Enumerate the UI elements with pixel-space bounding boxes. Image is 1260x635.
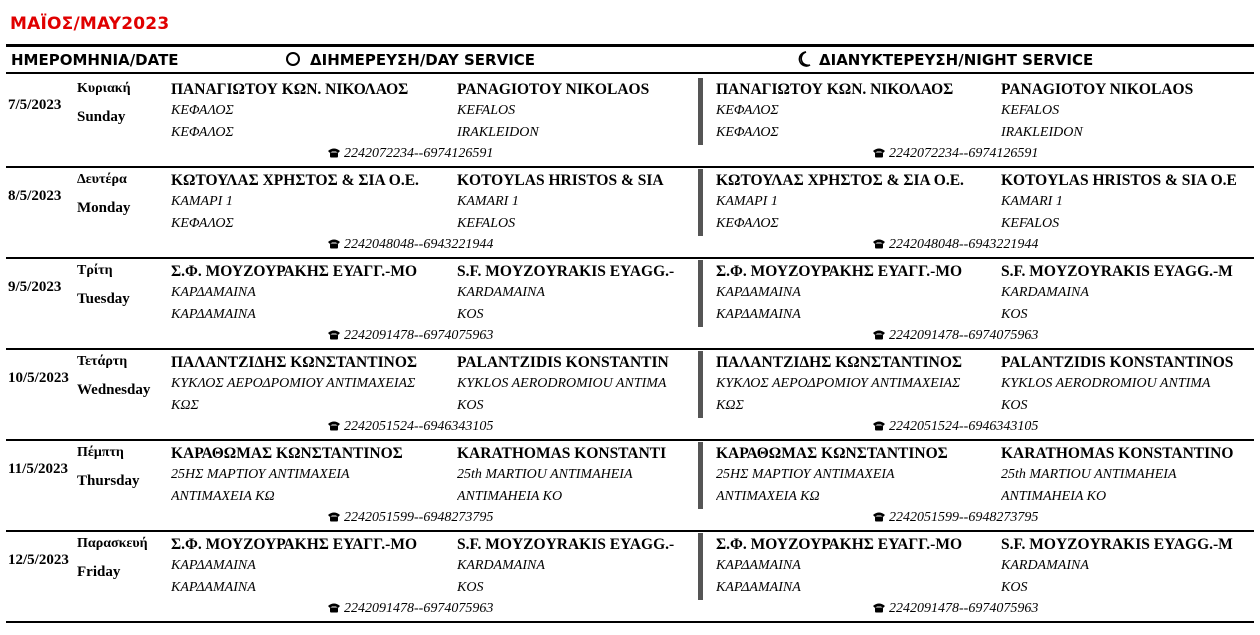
phone-number: 2242051599--6948273795 xyxy=(889,510,1039,525)
day-address-greek: ΚΥΚΛΟΣ ΑΕΡΟΔΡΟΜΙΟΥ ΑΝΤΙΜΑΧΕΙΑΣ xyxy=(171,376,416,391)
phone-number: 2242091478--6974075963 xyxy=(344,328,494,343)
phone-icon xyxy=(872,147,886,158)
day-phone xyxy=(327,510,493,526)
weekday-greek: Τετάρτη xyxy=(77,354,128,369)
night-pharmacy-name-english: PALANTZIDIS KONSTANTINOS xyxy=(1001,354,1234,371)
phone-number: 2242048048--6943221944 xyxy=(889,237,1039,252)
day-address-english: KARDAMAINA xyxy=(457,558,545,573)
night-area-greek: ΑΝΤΙΜΑΧΕΙΑ ΚΩ xyxy=(716,489,820,504)
night-address-greek: ΚΑΡΔΑΜΑΙΝΑ xyxy=(716,285,801,300)
phone-icon xyxy=(872,602,886,613)
table-header xyxy=(0,51,1260,73)
night-phone xyxy=(872,237,1038,253)
top-divider xyxy=(6,44,1254,47)
day-pharmacy-name-english: S.F. MOYZOYRAKIS EYAGG.- xyxy=(457,536,675,553)
phone-number: 2242051524--6946343105 xyxy=(344,419,494,434)
day-phone xyxy=(327,146,493,162)
day-address-english: 25th MARTIOU ANTIMAHEIA xyxy=(457,467,633,482)
day-address-greek: ΚΑΡΔΑΜΑΙΝΑ xyxy=(171,285,256,300)
phone-icon xyxy=(327,420,341,431)
day-area-english: IRAKLEIDON xyxy=(457,125,539,140)
night-pharmacy-name-greek: ΚΩΤΟΥΛΑΣ ΧΡΗΣΤΟΣ & ΣΙΑ Ο.Ε. xyxy=(716,172,964,189)
day-pharmacy-name-greek: ΚΩΤΟΥΛΑΣ ΧΡΗΣΤΟΣ & ΣΙΑ Ο.Ε. xyxy=(171,172,419,189)
night-area-greek: ΚΕΦΑΛΟΣ xyxy=(716,125,779,140)
night-phone xyxy=(872,510,1038,526)
night-pharmacy-name-greek: Σ.Φ. ΜΟΥΖΟΥΡΑΚΗΣ ΕΥΑΓΓ.-ΜΟ xyxy=(716,263,963,280)
table-row xyxy=(0,76,1260,166)
table-row xyxy=(0,167,1260,257)
night-address-english: 25th MARTIOU ANTIMAHEIA xyxy=(1001,467,1177,482)
night-area-english: ANTIMAHEIA KO xyxy=(1001,489,1107,504)
night-area-english: KOS xyxy=(1001,580,1028,595)
day-pharmacy-name-greek: Σ.Φ. ΜΟΥΖΟΥΡΑΚΗΣ ΕΥΑΓΓ.-ΜΟ xyxy=(171,536,418,553)
phone-number: 2242091478--6974075963 xyxy=(344,601,494,616)
phone-icon xyxy=(327,147,341,158)
header-divider xyxy=(6,72,1254,74)
night-phone xyxy=(872,146,1038,162)
weekday-greek: Πέμπτη xyxy=(77,445,124,460)
night-phone xyxy=(872,601,1038,617)
phone-icon xyxy=(872,420,886,431)
night-area-english: KOS xyxy=(1001,398,1028,413)
night-area-english: KEFALOS xyxy=(1001,216,1060,231)
night-address-greek: ΚΥΚΛΟΣ ΑΕΡΟΔΡΟΜΙΟΥ ΑΝΤΙΜΑΧΕΙΑΣ xyxy=(716,376,961,391)
night-pharmacy-name-english: KARATHOMAS KONSTANTINO xyxy=(1001,445,1234,462)
table-row xyxy=(0,531,1260,621)
day-area-english: KEFALOS xyxy=(457,216,516,231)
table-row xyxy=(0,440,1260,530)
moon-icon xyxy=(797,51,811,67)
date-cell: 10/5/2023 xyxy=(8,370,69,386)
night-pharmacy-name-greek: ΠΑΝΑΓΙΩΤΟΥ ΚΩΝ. ΝΙΚΟΛΑΟΣ xyxy=(716,81,954,98)
day-area-greek: ΑΝΤΙΜΑΧΕΙΑ ΚΩ xyxy=(171,489,275,504)
month-title: ΜΑΪΟΣ/MAY2023 xyxy=(10,14,170,34)
night-address-greek: ΚΑΡΔΑΜΑΙΝΑ xyxy=(716,558,801,573)
phone-icon xyxy=(872,329,886,340)
day-pharmacy-name-greek: ΠΑΛΑΝΤΖΙΔΗΣ ΚΩΝΣΤΑΝΤΙΝΟΣ xyxy=(171,354,418,371)
sun-icon xyxy=(286,52,300,66)
weekday-english: Tuesday xyxy=(77,291,130,307)
phone-number: 2242072234--6974126591 xyxy=(889,146,1039,161)
table-row xyxy=(0,349,1260,439)
date-cell: 8/5/2023 xyxy=(8,188,62,204)
date-cell: 12/5/2023 xyxy=(8,552,69,568)
day-address-greek: ΚΑΡΔΑΜΑΙΝΑ xyxy=(171,558,256,573)
day-area-greek: ΚΕΦΑΛΟΣ xyxy=(171,125,234,140)
date-cell: 7/5/2023 xyxy=(8,97,62,113)
night-pharmacy-name-english: KOTOYLAS HRISTOS & SIA O.E xyxy=(1001,172,1237,189)
day-address-greek: ΚΑΜΑΡΙ 1 xyxy=(171,194,233,209)
day-address-english: KARDAMAINA xyxy=(457,285,545,300)
night-pharmacy-name-greek: Σ.Φ. ΜΟΥΖΟΥΡΑΚΗΣ ΕΥΑΓΓ.-ΜΟ xyxy=(716,536,963,553)
phone-icon xyxy=(327,238,341,249)
phone-number: 2242051524--6946343105 xyxy=(889,419,1039,434)
day-area-greek: ΚΕΦΑΛΟΣ xyxy=(171,216,234,231)
phone-number: 2242091478--6974075963 xyxy=(889,328,1039,343)
date-cell: 11/5/2023 xyxy=(8,461,69,477)
phone-number: 2242091478--6974075963 xyxy=(889,601,1039,616)
day-phone xyxy=(327,237,493,253)
night-address-greek: ΚΑΜΑΡΙ 1 xyxy=(716,194,778,209)
night-address-english: KEFALOS xyxy=(1001,103,1060,118)
day-address-english: KAMARI 1 xyxy=(457,194,519,209)
day-phone xyxy=(327,601,493,617)
day-pharmacy-name-english: KOTOYLAS HRISTOS & SIA xyxy=(457,172,664,189)
day-pharmacy-name-english: PANAGIOTOY NIKOLAOS xyxy=(457,81,650,98)
day-area-greek: ΚΩΣ xyxy=(171,398,199,413)
column-divider xyxy=(698,78,703,145)
day-phone xyxy=(327,328,493,344)
night-area-greek: ΚΩΣ xyxy=(716,398,744,413)
phone-icon xyxy=(327,511,341,522)
weekday-greek: Κυριακή xyxy=(77,81,131,96)
row-divider xyxy=(6,621,1254,623)
night-pharmacy-name-greek: ΚΑΡΑΘΩΜΑΣ ΚΩΝΣΤΑΝΤΙΝΟΣ xyxy=(716,445,948,462)
day-pharmacy-name-greek: ΚΑΡΑΘΩΜΑΣ ΚΩΝΣΤΑΝΤΙΝΟΣ xyxy=(171,445,403,462)
weekday-greek: Τρίτη xyxy=(77,263,113,278)
day-area-greek: ΚΑΡΔΑΜΑΙΝΑ xyxy=(171,307,256,322)
night-address-english: KYKLOS AERODROMIOU ANTIMA xyxy=(1001,376,1211,391)
date-column-header: ΗΜΕΡΟΜΗΝΙΑ/DATE xyxy=(11,51,179,69)
column-divider xyxy=(698,533,703,600)
day-phone xyxy=(327,419,493,435)
day-pharmacy-name-greek: Σ.Φ. ΜΟΥΖΟΥΡΑΚΗΣ ΕΥΑΓΓ.-ΜΟ xyxy=(171,263,418,280)
phone-icon xyxy=(872,238,886,249)
night-area-greek: ΚΑΡΔΑΜΑΙΝΑ xyxy=(716,580,801,595)
night-address-english: KARDAMAINA xyxy=(1001,285,1089,300)
weekday-english: Friday xyxy=(77,564,121,580)
night-address-english: KARDAMAINA xyxy=(1001,558,1089,573)
table-row xyxy=(0,258,1260,348)
column-divider xyxy=(698,351,703,418)
night-pharmacy-name-english: PANAGIOTOY NIKOLAOS xyxy=(1001,81,1194,98)
night-address-greek: 25ΗΣ ΜΑΡΤΙΟΥ ΑΝΤΙΜΑΧΕΙΑ xyxy=(716,467,895,482)
night-area-english: IRAKLEIDON xyxy=(1001,125,1083,140)
phone-icon xyxy=(327,329,341,340)
night-pharmacy-name-english: S.F. MOYZOYRAKIS EYAGG.-M xyxy=(1001,263,1233,280)
phone-icon xyxy=(327,602,341,613)
weekday-english: Wednesday xyxy=(77,382,151,398)
night-area-greek: ΚΕΦΑΛΟΣ xyxy=(716,216,779,231)
day-pharmacy-name-english: KARATHOMAS KONSTANTI xyxy=(457,445,667,462)
day-pharmacy-name-greek: ΠΑΝΑΓΙΩΤΟΥ ΚΩΝ. ΝΙΚΟΛΑΟΣ xyxy=(171,81,409,98)
phone-icon xyxy=(872,511,886,522)
day-pharmacy-name-english: S.F. MOYZOYRAKIS EYAGG.- xyxy=(457,263,675,280)
weekday-greek: Παρασκευή xyxy=(77,536,148,551)
column-divider xyxy=(698,169,703,236)
date-cell: 9/5/2023 xyxy=(8,279,62,295)
weekday-english: Monday xyxy=(77,200,131,216)
night-service-header xyxy=(797,51,1093,69)
column-divider xyxy=(698,442,703,509)
day-area-english: KOS xyxy=(457,307,484,322)
night-pharmacy-name-greek: ΠΑΛΑΝΤΖΙΔΗΣ ΚΩΝΣΤΑΝΤΙΝΟΣ xyxy=(716,354,963,371)
night-phone xyxy=(872,328,1038,344)
night-area-english: KOS xyxy=(1001,307,1028,322)
day-address-greek: ΚΕΦΑΛΟΣ xyxy=(171,103,234,118)
night-phone xyxy=(872,419,1038,435)
day-area-english: ANTIMAHEIA KO xyxy=(457,489,563,504)
column-divider xyxy=(698,260,703,327)
day-area-english: KOS xyxy=(457,398,484,413)
night-address-greek: ΚΕΦΑΛΟΣ xyxy=(716,103,779,118)
night-pharmacy-name-english: S.F. MOYZOYRAKIS EYAGG.-M xyxy=(1001,536,1233,553)
day-address-english: KEFALOS xyxy=(457,103,516,118)
phone-number: 2242051599--6948273795 xyxy=(344,510,494,525)
phone-number: 2242072234--6974126591 xyxy=(344,146,494,161)
day-service-header xyxy=(286,51,535,69)
night-area-greek: ΚΑΡΔΑΜΑΙΝΑ xyxy=(716,307,801,322)
day-area-english: KOS xyxy=(457,580,484,595)
phone-number: 2242048048--6943221944 xyxy=(344,237,494,252)
day-service-label: ΔΙΗΜΕΡΕΥΣΗ/DAY SERVICE xyxy=(310,51,536,69)
day-address-greek: 25ΗΣ ΜΑΡΤΙΟΥ ΑΝΤΙΜΑΧΕΙΑ xyxy=(171,467,350,482)
night-address-english: KAMARI 1 xyxy=(1001,194,1063,209)
night-service-label: ΔΙΑΝΥΚΤΕΡΕΥΣΗ/NIGHT SERVICE xyxy=(819,51,1094,69)
day-pharmacy-name-english: PALANTZIDIS KONSTANTIN xyxy=(457,354,669,371)
weekday-english: Sunday xyxy=(77,109,126,125)
day-area-greek: ΚΑΡΔΑΜΑΙΝΑ xyxy=(171,580,256,595)
day-address-english: KYKLOS AERODROMIOU ANTIMA xyxy=(457,376,667,391)
weekday-english: Thursday xyxy=(77,473,140,489)
weekday-greek: Δευτέρα xyxy=(77,172,127,187)
